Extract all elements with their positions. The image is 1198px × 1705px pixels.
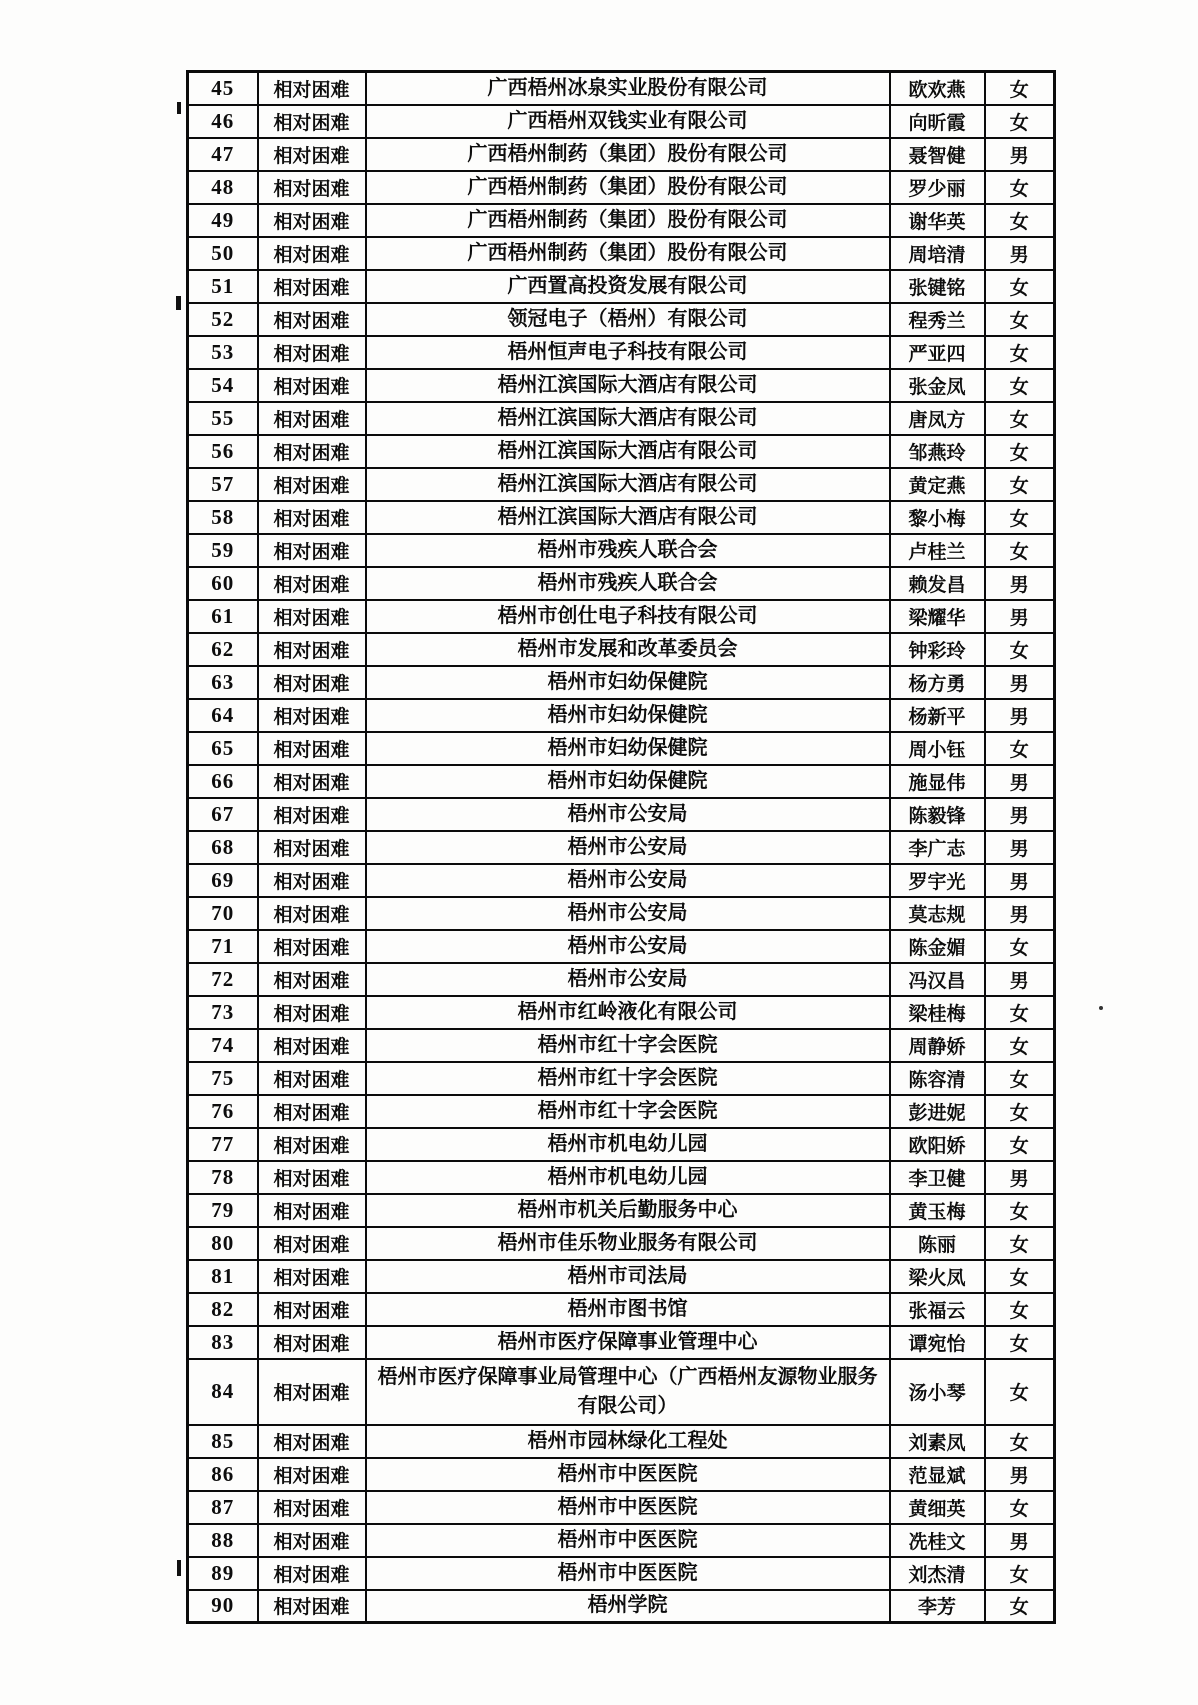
- table-row: [188, 1062, 1055, 1095]
- row-number-cell: 84: [188, 1359, 258, 1425]
- table-row: [188, 963, 1055, 996]
- gender-cell: 女: [985, 1194, 1055, 1227]
- category-cell: 相对困难: [258, 765, 366, 798]
- person-name-cell: 邹燕玲: [890, 435, 985, 468]
- organization-cell: 广西梧州双钱实业有限公司: [366, 105, 890, 138]
- category-cell: 相对困难: [258, 402, 366, 435]
- person-name-cell: 梁桂梅: [890, 996, 985, 1029]
- gender-cell: 男: [985, 699, 1055, 732]
- person-name-cell: 陈容清: [890, 1062, 985, 1095]
- row-number-cell: 48: [188, 171, 258, 204]
- organization-cell: 梧州市医疗保障事业管理中心: [366, 1326, 890, 1359]
- person-name-cell: 周培清: [890, 237, 985, 270]
- category-cell: 相对困难: [258, 501, 366, 534]
- table-row: [188, 765, 1055, 798]
- category-cell: 相对困难: [258, 1062, 366, 1095]
- organization-cell: 广西梧州制药（集团）股份有限公司: [366, 204, 890, 237]
- person-name-cell: 罗宇光: [890, 864, 985, 897]
- row-number-cell: 81: [188, 1260, 258, 1293]
- organization-cell: 梧州市中医医院: [366, 1524, 890, 1557]
- person-name-cell: 杨方勇: [890, 666, 985, 699]
- organization-cell: 梧州市公安局: [366, 831, 890, 864]
- category-cell: 相对困难: [258, 1590, 366, 1623]
- table-row: [188, 600, 1055, 633]
- table-row: [188, 798, 1055, 831]
- category-cell: 相对困难: [258, 1293, 366, 1326]
- row-number-cell: 66: [188, 765, 258, 798]
- table-row: [188, 633, 1055, 666]
- organization-cell: 梧州江滨国际大酒店有限公司: [366, 468, 890, 501]
- category-cell: 相对困难: [258, 831, 366, 864]
- row-number-cell: 79: [188, 1194, 258, 1227]
- table-row: [188, 1194, 1055, 1227]
- table-row: [188, 72, 1055, 105]
- table-body: [188, 72, 1055, 1623]
- row-number-cell: 73: [188, 996, 258, 1029]
- category-cell: 相对困难: [258, 1260, 366, 1293]
- table-row: [188, 105, 1055, 138]
- category-cell: 相对困难: [258, 1128, 366, 1161]
- category-cell: 相对困难: [258, 1161, 366, 1194]
- row-number-cell: 47: [188, 138, 258, 171]
- gender-cell: 男: [985, 600, 1055, 633]
- gender-cell: 男: [985, 897, 1055, 930]
- organization-cell: 梧州市中医医院: [366, 1557, 890, 1590]
- gender-cell: 女: [985, 1557, 1055, 1590]
- table-row: [188, 699, 1055, 732]
- category-cell: 相对困难: [258, 468, 366, 501]
- person-name-cell: 陈丽: [890, 1227, 985, 1260]
- person-name-cell: 张福云: [890, 1293, 985, 1326]
- gender-cell: 女: [985, 204, 1055, 237]
- organization-cell: 梧州市公安局: [366, 930, 890, 963]
- person-name-cell: 张金凤: [890, 369, 985, 402]
- table-row: [188, 1293, 1055, 1326]
- category-cell: 相对困难: [258, 435, 366, 468]
- gender-cell: 女: [985, 171, 1055, 204]
- table-row: [188, 1524, 1055, 1557]
- gender-cell: 男: [985, 765, 1055, 798]
- row-number-cell: 69: [188, 864, 258, 897]
- table-row: [188, 996, 1055, 1029]
- organization-cell: 梧州江滨国际大酒店有限公司: [366, 369, 890, 402]
- row-number-cell: 83: [188, 1326, 258, 1359]
- person-name-cell: 梁耀华: [890, 600, 985, 633]
- organization-cell: 梧州市中医医院: [366, 1458, 890, 1491]
- gender-cell: 男: [985, 1524, 1055, 1557]
- person-name-cell: 汤小琴: [890, 1359, 985, 1425]
- gender-cell: 女: [985, 1095, 1055, 1128]
- row-number-cell: 82: [188, 1293, 258, 1326]
- person-name-cell: 范显斌: [890, 1458, 985, 1491]
- row-number-cell: 87: [188, 1491, 258, 1524]
- row-number-cell: 55: [188, 402, 258, 435]
- gender-cell: 女: [985, 501, 1055, 534]
- category-cell: 相对困难: [258, 1557, 366, 1590]
- category-cell: 相对困难: [258, 336, 366, 369]
- table-row: [188, 666, 1055, 699]
- gender-cell: 女: [985, 402, 1055, 435]
- table-row: [188, 1260, 1055, 1293]
- organization-cell: 梧州市创仕电子科技有限公司: [366, 600, 890, 633]
- table-row: [188, 831, 1055, 864]
- gender-cell: 男: [985, 864, 1055, 897]
- row-number-cell: 67: [188, 798, 258, 831]
- gender-cell: 男: [985, 1161, 1055, 1194]
- gender-cell: 男: [985, 798, 1055, 831]
- table-row: [188, 1491, 1055, 1524]
- row-number-cell: 51: [188, 270, 258, 303]
- gender-cell: 男: [985, 138, 1055, 171]
- table-row: [188, 303, 1055, 336]
- person-name-cell: 谭宛怡: [890, 1326, 985, 1359]
- row-number-cell: 62: [188, 633, 258, 666]
- row-number-cell: 56: [188, 435, 258, 468]
- row-number-cell: 71: [188, 930, 258, 963]
- row-number-cell: 59: [188, 534, 258, 567]
- table-row: [188, 204, 1055, 237]
- person-name-cell: 陈毅锋: [890, 798, 985, 831]
- person-name-cell: 卢桂兰: [890, 534, 985, 567]
- gender-cell: 女: [985, 435, 1055, 468]
- organization-cell: 梧州市残疾人联合会: [366, 534, 890, 567]
- person-name-cell: 唐凤方: [890, 402, 985, 435]
- gender-cell: 女: [985, 1260, 1055, 1293]
- person-name-cell: 程秀兰: [890, 303, 985, 336]
- category-cell: 相对困难: [258, 171, 366, 204]
- category-cell: 相对困难: [258, 666, 366, 699]
- category-cell: 相对困难: [258, 1425, 366, 1458]
- gender-cell: 男: [985, 666, 1055, 699]
- organization-cell: 梧州市妇幼保健院: [366, 699, 890, 732]
- organization-cell: 梧州市图书馆: [366, 1293, 890, 1326]
- organization-cell: 梧州市佳乐物业服务有限公司: [366, 1227, 890, 1260]
- gender-cell: 女: [985, 1590, 1055, 1623]
- table-row: [188, 270, 1055, 303]
- row-number-cell: 90: [188, 1590, 258, 1623]
- table-row: [188, 732, 1055, 765]
- organization-cell: 广西梧州制药（集团）股份有限公司: [366, 171, 890, 204]
- category-cell: 相对困难: [258, 1458, 366, 1491]
- gender-cell: 女: [985, 732, 1055, 765]
- scan-artifact: [176, 296, 181, 310]
- beneficiary-table: [186, 70, 1056, 1624]
- category-cell: 相对困难: [258, 105, 366, 138]
- gender-cell: 男: [985, 963, 1055, 996]
- organization-cell: 广西梧州冰泉实业股份有限公司: [366, 72, 890, 105]
- gender-cell: 女: [985, 1128, 1055, 1161]
- organization-cell: 梧州市医疗保障事业局管理中心（广西梧州友源物业服务有限公司）: [366, 1359, 890, 1425]
- organization-cell: 梧州市红十字会医院: [366, 1062, 890, 1095]
- gender-cell: 女: [985, 534, 1055, 567]
- person-name-cell: 黄玉梅: [890, 1194, 985, 1227]
- table-row: [188, 1095, 1055, 1128]
- category-cell: 相对困难: [258, 699, 366, 732]
- category-cell: 相对困难: [258, 270, 366, 303]
- table-row: [188, 1590, 1055, 1623]
- organization-cell: 梧州市机电幼儿园: [366, 1161, 890, 1194]
- category-cell: 相对困难: [258, 72, 366, 105]
- table-row: [188, 501, 1055, 534]
- person-name-cell: 钟彩玲: [890, 633, 985, 666]
- organization-cell: 梧州市公安局: [366, 897, 890, 930]
- scan-artifact: [177, 1560, 181, 1576]
- row-number-cell: 75: [188, 1062, 258, 1095]
- category-cell: 相对困难: [258, 369, 366, 402]
- person-name-cell: 严亚四: [890, 336, 985, 369]
- organization-cell: 梧州江滨国际大酒店有限公司: [366, 435, 890, 468]
- gender-cell: 男: [985, 237, 1055, 270]
- category-cell: 相对困难: [258, 633, 366, 666]
- row-number-cell: 60: [188, 567, 258, 600]
- row-number-cell: 70: [188, 897, 258, 930]
- category-cell: 相对困难: [258, 237, 366, 270]
- organization-cell: 梧州市园林绿化工程处: [366, 1425, 890, 1458]
- person-name-cell: 冯汉昌: [890, 963, 985, 996]
- person-name-cell: 周小钰: [890, 732, 985, 765]
- table-row: [188, 1425, 1055, 1458]
- row-number-cell: 74: [188, 1029, 258, 1062]
- person-name-cell: 黎小梅: [890, 501, 985, 534]
- table-row: [188, 1029, 1055, 1062]
- person-name-cell: 李广志: [890, 831, 985, 864]
- person-name-cell: 冼桂文: [890, 1524, 985, 1557]
- category-cell: 相对困难: [258, 1227, 366, 1260]
- gender-cell: 女: [985, 468, 1055, 501]
- table-row: [188, 369, 1055, 402]
- gender-cell: 女: [985, 72, 1055, 105]
- organization-cell: 梧州市红十字会医院: [366, 1029, 890, 1062]
- table-row: [188, 1227, 1055, 1260]
- table-row: [188, 435, 1055, 468]
- organization-cell: 梧州市司法局: [366, 1260, 890, 1293]
- category-cell: 相对困难: [258, 534, 366, 567]
- row-number-cell: 46: [188, 105, 258, 138]
- person-name-cell: 刘素凤: [890, 1425, 985, 1458]
- row-number-cell: 89: [188, 1557, 258, 1590]
- organization-cell: 梧州恒声电子科技有限公司: [366, 336, 890, 369]
- organization-cell: 梧州市红十字会医院: [366, 1095, 890, 1128]
- organization-cell: 梧州市红岭液化有限公司: [366, 996, 890, 1029]
- person-name-cell: 谢华英: [890, 204, 985, 237]
- gender-cell: 女: [985, 1326, 1055, 1359]
- row-number-cell: 76: [188, 1095, 258, 1128]
- table-row: [188, 567, 1055, 600]
- gender-cell: 男: [985, 1458, 1055, 1491]
- organization-cell: 梧州市中医医院: [366, 1491, 890, 1524]
- organization-cell: 梧州市发展和改革委员会: [366, 633, 890, 666]
- gender-cell: 女: [985, 1029, 1055, 1062]
- category-cell: 相对困难: [258, 732, 366, 765]
- category-cell: 相对困难: [258, 930, 366, 963]
- row-number-cell: 68: [188, 831, 258, 864]
- table-row: [188, 1557, 1055, 1590]
- row-number-cell: 85: [188, 1425, 258, 1458]
- row-number-cell: 50: [188, 237, 258, 270]
- scan-artifact: [177, 102, 181, 114]
- organization-cell: 梧州市妇幼保健院: [366, 732, 890, 765]
- row-number-cell: 77: [188, 1128, 258, 1161]
- table-row: [188, 534, 1055, 567]
- person-name-cell: 李卫健: [890, 1161, 985, 1194]
- person-name-cell: 欧阳娇: [890, 1128, 985, 1161]
- person-name-cell: 向昕霞: [890, 105, 985, 138]
- category-cell: 相对困难: [258, 303, 366, 336]
- row-number-cell: 61: [188, 600, 258, 633]
- organization-cell: 梧州市机电幼儿园: [366, 1128, 890, 1161]
- category-cell: 相对困难: [258, 567, 366, 600]
- person-name-cell: 欧欢燕: [890, 72, 985, 105]
- table-row: [188, 930, 1055, 963]
- row-number-cell: 88: [188, 1524, 258, 1557]
- category-cell: 相对困难: [258, 1359, 366, 1425]
- gender-cell: 女: [985, 336, 1055, 369]
- category-cell: 相对困难: [258, 1194, 366, 1227]
- person-name-cell: 梁火凤: [890, 1260, 985, 1293]
- gender-cell: 男: [985, 567, 1055, 600]
- gender-cell: 女: [985, 369, 1055, 402]
- table-row: [188, 1359, 1055, 1425]
- organization-cell: 广西梧州制药（集团）股份有限公司: [366, 138, 890, 171]
- gender-cell: 女: [985, 1293, 1055, 1326]
- row-number-cell: 72: [188, 963, 258, 996]
- row-number-cell: 65: [188, 732, 258, 765]
- person-name-cell: 聂智健: [890, 138, 985, 171]
- person-name-cell: 刘杰清: [890, 1557, 985, 1590]
- scan-artifact: [1099, 1006, 1103, 1010]
- organization-cell: 梧州江滨国际大酒店有限公司: [366, 402, 890, 435]
- organization-cell: 梧州市残疾人联合会: [366, 567, 890, 600]
- organization-cell: 梧州市机关后勤服务中心: [366, 1194, 890, 1227]
- category-cell: 相对困难: [258, 1326, 366, 1359]
- table-row: [188, 1161, 1055, 1194]
- organization-cell: 广西梧州制药（集团）股份有限公司: [366, 237, 890, 270]
- category-cell: 相对困难: [258, 1029, 366, 1062]
- table-row: [188, 897, 1055, 930]
- organization-cell: 梧州市公安局: [366, 963, 890, 996]
- person-name-cell: 陈金媚: [890, 930, 985, 963]
- row-number-cell: 49: [188, 204, 258, 237]
- gender-cell: 女: [985, 1227, 1055, 1260]
- gender-cell: 女: [985, 996, 1055, 1029]
- person-name-cell: 黄定燕: [890, 468, 985, 501]
- row-number-cell: 63: [188, 666, 258, 699]
- person-name-cell: 杨新平: [890, 699, 985, 732]
- gender-cell: 女: [985, 1062, 1055, 1095]
- gender-cell: 女: [985, 1359, 1055, 1425]
- table-row: [188, 402, 1055, 435]
- table-row: [188, 171, 1055, 204]
- table-row: [188, 1128, 1055, 1161]
- gender-cell: 女: [985, 633, 1055, 666]
- person-name-cell: 施显伟: [890, 765, 985, 798]
- category-cell: 相对困难: [258, 1524, 366, 1557]
- table-row: [188, 864, 1055, 897]
- organization-cell: 梧州市公安局: [366, 864, 890, 897]
- person-name-cell: 彭进妮: [890, 1095, 985, 1128]
- table-row: [188, 237, 1055, 270]
- table-row: [188, 1458, 1055, 1491]
- category-cell: 相对困难: [258, 138, 366, 171]
- category-cell: 相对困难: [258, 963, 366, 996]
- gender-cell: 女: [985, 1491, 1055, 1524]
- row-number-cell: 57: [188, 468, 258, 501]
- organization-cell: 领冠电子（梧州）有限公司: [366, 303, 890, 336]
- row-number-cell: 53: [188, 336, 258, 369]
- row-number-cell: 78: [188, 1161, 258, 1194]
- gender-cell: 女: [985, 1425, 1055, 1458]
- row-number-cell: 54: [188, 369, 258, 402]
- gender-cell: 女: [985, 270, 1055, 303]
- organization-cell: 梧州市妇幼保健院: [366, 666, 890, 699]
- organization-cell: 梧州市妇幼保健院: [366, 765, 890, 798]
- category-cell: 相对困难: [258, 1491, 366, 1524]
- category-cell: 相对困难: [258, 1095, 366, 1128]
- table-row: [188, 468, 1055, 501]
- organization-cell: 梧州江滨国际大酒店有限公司: [366, 501, 890, 534]
- gender-cell: 女: [985, 105, 1055, 138]
- organization-cell: 梧州市公安局: [366, 798, 890, 831]
- person-name-cell: 莫志规: [890, 897, 985, 930]
- category-cell: 相对困难: [258, 996, 366, 1029]
- row-number-cell: 86: [188, 1458, 258, 1491]
- person-name-cell: 李芳: [890, 1590, 985, 1623]
- gender-cell: 男: [985, 831, 1055, 864]
- person-name-cell: 罗少丽: [890, 171, 985, 204]
- table-row: [188, 138, 1055, 171]
- table-row: [188, 336, 1055, 369]
- person-name-cell: 周静娇: [890, 1029, 985, 1062]
- person-name-cell: 黄细英: [890, 1491, 985, 1524]
- row-number-cell: 80: [188, 1227, 258, 1260]
- row-number-cell: 64: [188, 699, 258, 732]
- person-name-cell: 赖发昌: [890, 567, 985, 600]
- gender-cell: 女: [985, 930, 1055, 963]
- category-cell: 相对困难: [258, 897, 366, 930]
- gender-cell: 女: [985, 303, 1055, 336]
- organization-cell: 梧州学院: [366, 1590, 890, 1623]
- row-number-cell: 58: [188, 501, 258, 534]
- table-row: [188, 1326, 1055, 1359]
- category-cell: 相对困难: [258, 864, 366, 897]
- person-name-cell: 张键铭: [890, 270, 985, 303]
- organization-cell: 广西置高投资发展有限公司: [366, 270, 890, 303]
- row-number-cell: 45: [188, 72, 258, 105]
- row-number-cell: 52: [188, 303, 258, 336]
- category-cell: 相对困难: [258, 798, 366, 831]
- category-cell: 相对困难: [258, 204, 366, 237]
- category-cell: 相对困难: [258, 600, 366, 633]
